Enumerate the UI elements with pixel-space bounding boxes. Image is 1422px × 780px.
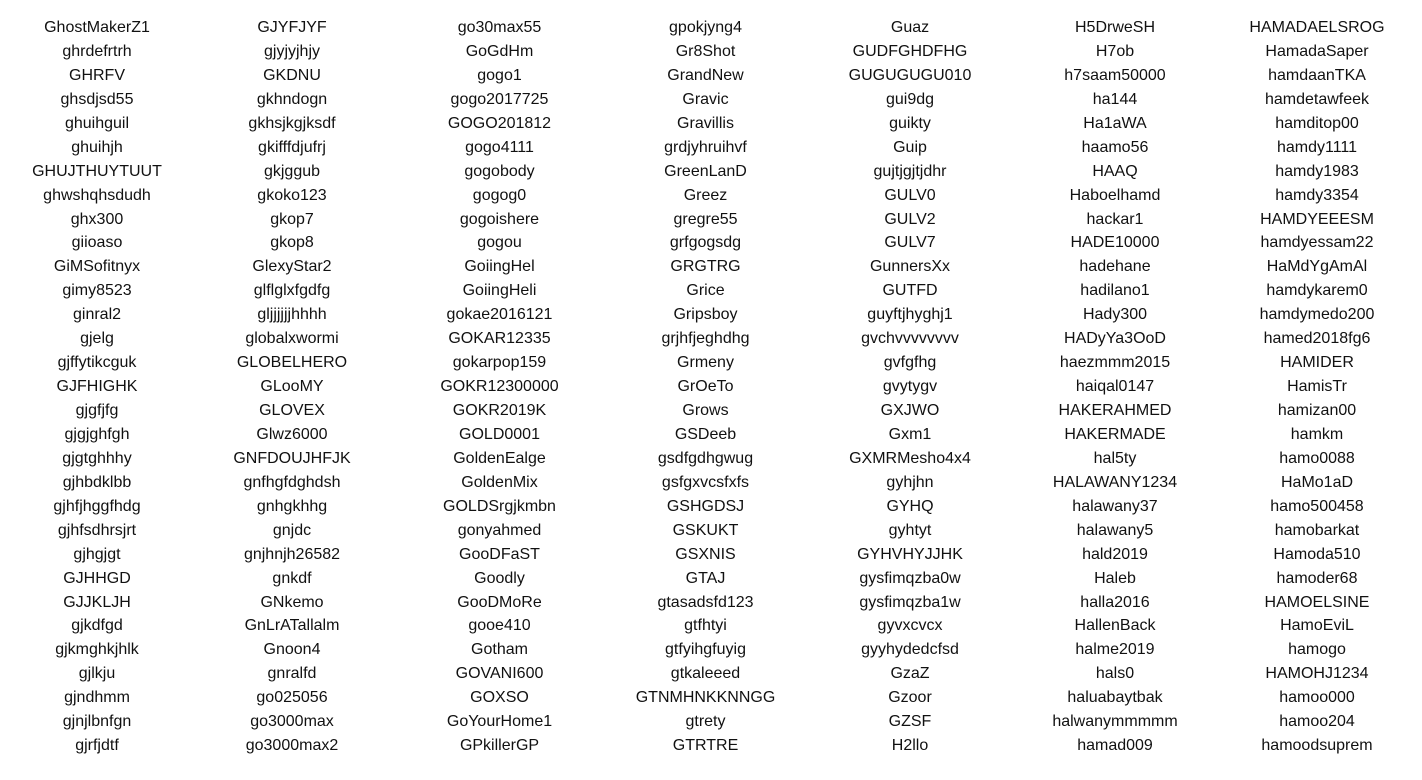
- table-cell: hamed2018fg6: [1263, 330, 1371, 348]
- table-cell: ginral2: [72, 306, 122, 324]
- table-cell: gtrety: [685, 713, 726, 731]
- table-cell: gujtjgjtjdhr: [873, 162, 947, 180]
- table-cell: HaMdYgAmAl: [1266, 258, 1368, 276]
- table-cell: Haboelhamd: [1069, 186, 1161, 204]
- table-cell: GULV7: [884, 234, 936, 252]
- table-cell: gkhndogn: [256, 90, 328, 108]
- table-cell: GoiingHeli: [462, 282, 537, 300]
- table-cell: Grmeny: [677, 354, 734, 372]
- table-cell: GooDMoRe: [457, 593, 542, 611]
- table-cell: Gxm1: [888, 425, 932, 443]
- table-cell: hamditop00: [1275, 114, 1359, 132]
- table-cell: Goodly: [474, 569, 525, 587]
- table-cell: GoldenMix: [461, 473, 538, 491]
- table-cell: gjffytikcguk: [57, 354, 137, 372]
- table-cell: GLOBELHERO: [236, 354, 348, 372]
- table-cell: gjhfsdhrsjrt: [57, 521, 137, 539]
- table-cell: GOKAR12335: [448, 330, 551, 348]
- table-cell: haiqal0147: [1075, 378, 1155, 396]
- table-cell: haluabaytbak: [1067, 689, 1163, 707]
- table-cell: hadehane: [1079, 258, 1151, 276]
- table-cell: HAMDYEEESM: [1260, 210, 1374, 228]
- table-cell: gjgtghhhy: [62, 449, 132, 467]
- table-cell: GOGO201812: [447, 114, 552, 132]
- table-cell: GOVANI600: [455, 665, 544, 683]
- table-cell: hals0: [1095, 665, 1135, 683]
- table-cell: gjhfjhggfhdg: [53, 497, 141, 515]
- table-cell: HAKERAHMED: [1058, 402, 1172, 419]
- table-cell: gkifffdjufrj: [258, 138, 326, 156]
- table-cell: Gripsboy: [673, 306, 738, 324]
- table-cell: gyyhydedcfsd: [861, 641, 959, 659]
- table-cell: hamdy1983: [1275, 162, 1359, 180]
- table-cell: GlexyStar2: [252, 258, 332, 276]
- table-cell: GzaZ: [890, 665, 930, 683]
- column-5: [804, 16, 1016, 758]
- table-cell: GSXNIS: [675, 545, 736, 563]
- table-cell: Hamoda510: [1273, 545, 1361, 563]
- table-cell: HamadaSaper: [1265, 42, 1369, 60]
- table-cell: gogo2017725: [450, 90, 549, 108]
- table-cell: GoYourHome1: [446, 713, 553, 731]
- table-cell: hamoo204: [1279, 713, 1355, 731]
- table-cell: halme2019: [1075, 641, 1155, 659]
- table-cell: HAMIDER: [1280, 354, 1354, 372]
- table-cell: GLooMY: [260, 378, 324, 396]
- table-cell: gyhjhn: [886, 473, 934, 491]
- table-cell: hamizan00: [1277, 402, 1357, 419]
- table-cell: GRGTRG: [670, 258, 741, 276]
- column-6: [1016, 16, 1214, 758]
- table-cell: hamoder68: [1276, 569, 1358, 587]
- table-cell: gooe410: [468, 617, 531, 635]
- table-cell: gui9dg: [885, 90, 935, 108]
- table-cell: HallenBack: [1074, 617, 1156, 635]
- table-cell: Grice: [686, 282, 725, 300]
- table-cell: gyhtyt: [888, 521, 932, 539]
- table-cell: gjkdfgd: [71, 617, 123, 635]
- table-cell: hamogo: [1288, 641, 1346, 659]
- table-cell: Guaz: [890, 19, 930, 36]
- table-cell: gkjggub: [263, 162, 321, 180]
- table-cell: hamkm: [1290, 425, 1344, 443]
- table-cell: GNkemo: [260, 593, 324, 611]
- table-cell: GreenLanD: [664, 162, 747, 180]
- table-cell: globalxwormi: [245, 330, 339, 348]
- table-cell: hamdy1111: [1276, 138, 1358, 156]
- table-cell: gjelg: [80, 330, 114, 348]
- table-cell: Greez: [683, 186, 728, 204]
- table-cell: Gr8Shot: [675, 42, 736, 60]
- table-cell: gogou: [477, 234, 522, 252]
- table-cell: ghwshqhsdudh: [43, 186, 151, 204]
- table-cell: HADE10000: [1070, 234, 1160, 252]
- table-cell: gkhsjkgjksdf: [248, 114, 336, 132]
- table-cell: GPkillerGP: [459, 737, 540, 755]
- table-cell: ghx300: [70, 210, 124, 228]
- table-cell: go3000max2: [245, 737, 339, 755]
- table-cell: guikty: [889, 114, 931, 132]
- table-cell: go025056: [256, 689, 328, 707]
- table-cell: GSDeeb: [674, 425, 737, 443]
- table-cell: GoiingHel: [464, 258, 535, 276]
- table-cell: hamdyessam22: [1260, 234, 1374, 252]
- table-cell: GooDFaST: [459, 545, 540, 563]
- table-cell: GSHGDSJ: [666, 497, 745, 515]
- table-cell: HAMADAELSROG: [1249, 19, 1385, 36]
- table-cell: Grows: [682, 402, 729, 419]
- table-cell: gljjjjjjhhhh: [257, 306, 327, 324]
- table-cell: HADyYa3OoD: [1064, 330, 1166, 348]
- table-cell: gonyahmed: [457, 521, 542, 539]
- table-cell: Gnoon4: [263, 641, 321, 659]
- table-cell: gvytygv: [882, 378, 938, 396]
- table-cell: hamad009: [1077, 737, 1153, 755]
- table-cell: GrOeTo: [677, 378, 734, 396]
- table-cell: gjkmghkjhlk: [55, 641, 139, 659]
- table-cell: gjhbdklbb: [62, 473, 132, 491]
- table-cell: gjhgjgt: [73, 545, 121, 563]
- table-cell: ghsdjsd55: [60, 90, 134, 108]
- table-cell: hamdaanTKA: [1268, 66, 1366, 84]
- table-cell: gokae2016121: [446, 306, 553, 324]
- table-cell: hamdetawfeek: [1264, 90, 1370, 108]
- column-2: [192, 16, 392, 758]
- table-cell: GYHVHYJJHK: [857, 545, 963, 563]
- table-cell: GJYFJYF: [257, 19, 327, 36]
- table-cell: GOLD0001: [459, 425, 540, 443]
- table-cell: ghuihjh: [71, 138, 123, 156]
- table-cell: gpokjyng4: [669, 19, 742, 36]
- table-cell: gogoishere: [459, 210, 540, 228]
- table-cell: hamo500458: [1270, 497, 1364, 515]
- table-cell: GKDNU: [263, 66, 321, 84]
- table-cell: gjgjghfgh: [64, 425, 130, 443]
- table-cell: guyftjhyghj1: [867, 306, 953, 324]
- table-cell: gnhgkhhg: [256, 497, 328, 515]
- table-cell: ghuihguil: [64, 114, 130, 132]
- table-cell: gimy8523: [62, 282, 132, 300]
- table-cell: Haleb: [1094, 569, 1136, 587]
- table-cell: HamoEviL: [1280, 617, 1354, 635]
- table-cell: gjlkju: [78, 665, 116, 683]
- table-cell: Ha1aWA: [1083, 114, 1147, 132]
- table-cell: gnjdc: [272, 521, 312, 539]
- table-cell: GNFDOUJHFJK: [233, 449, 351, 467]
- table-cell: GHRFV: [69, 66, 125, 84]
- table-cell: gkop8: [270, 234, 314, 252]
- table-cell: gjyjyjhjy: [263, 42, 320, 60]
- table-cell: hamobarkat: [1274, 521, 1360, 539]
- table-cell: Hady300: [1082, 306, 1148, 324]
- table-cell: gysfimqzba0w: [859, 569, 961, 587]
- column-4: [607, 16, 804, 758]
- table-cell: ghrdefrtrh: [62, 42, 132, 60]
- table-cell: gsdfgdhgwug: [657, 449, 754, 467]
- table-cell: GOKR2019K: [452, 402, 547, 419]
- table-cell: gtfyihgfuyig: [665, 641, 746, 659]
- table-cell: HAAQ: [1092, 162, 1138, 180]
- table-cell: GULV0: [884, 186, 936, 204]
- table-cell: HaMo1aD: [1280, 473, 1354, 491]
- table-cell: H5DrweSH: [1074, 19, 1155, 36]
- table-cell: GJHHGD: [63, 569, 131, 587]
- table-cell: GLOVEX: [259, 402, 325, 419]
- table-cell: haezmmm2015: [1059, 354, 1171, 372]
- table-cell: Gravillis: [677, 114, 734, 132]
- table-cell: gysfimqzba1w: [859, 593, 961, 611]
- table-cell: gjrfjdtf: [75, 737, 119, 755]
- table-cell: gsfgxvcsfxfs: [661, 473, 750, 491]
- table-cell: GoldenEalge: [453, 449, 546, 467]
- table-cell: hamdymedo200: [1259, 306, 1375, 324]
- table-cell: glflglxfgdfg: [253, 282, 331, 300]
- table-cell: gtasadsfd123: [657, 593, 754, 611]
- table-cell: Guip: [893, 138, 927, 156]
- table-cell: Gravic: [682, 90, 729, 108]
- column-7: [1214, 16, 1420, 758]
- table-cell: gokarpop159: [452, 354, 547, 372]
- table-cell: go30max55: [457, 19, 542, 36]
- table-cell: H7ob: [1095, 42, 1135, 60]
- table-cell: GTRTRE: [672, 737, 739, 755]
- table-cell: gtkaleeed: [670, 665, 741, 683]
- table-cell: HAKERMADE: [1064, 425, 1166, 443]
- table-cell: GunnersXx: [869, 258, 951, 276]
- table-cell: GTNMHNKKNNGG: [635, 689, 776, 707]
- table-cell: GTAJ: [685, 569, 726, 587]
- table-cell: gyvxcvcx: [877, 617, 943, 635]
- table-cell: GiMSofitnyx: [53, 258, 141, 276]
- table-cell: gogobody: [464, 162, 535, 180]
- column-3: [392, 16, 607, 758]
- table-cell: go3000max: [250, 713, 334, 731]
- table-cell: gnralfd: [267, 665, 317, 683]
- table-cell: Gzoor: [888, 689, 932, 707]
- table-cell: gkop7: [270, 210, 314, 228]
- table-cell: GULV2: [884, 210, 936, 228]
- table-cell: GJJKLJH: [63, 593, 131, 611]
- table-cell: halwanymmmmm: [1052, 713, 1178, 731]
- table-cell: GUGUGUGU010: [848, 66, 972, 84]
- table-cell: HALAWANY1234: [1052, 473, 1178, 491]
- table-cell: GhostMakerZ1: [44, 19, 150, 36]
- table-cell: halawany5: [1076, 521, 1154, 539]
- table-cell: giioaso: [71, 234, 123, 252]
- table-cell: Glwz6000: [256, 425, 328, 443]
- table-cell: ha144: [1092, 90, 1138, 108]
- table-cell: hamdy3354: [1275, 186, 1359, 204]
- table-cell: hamdykarem0: [1266, 282, 1368, 300]
- table-cell: gnkdf: [272, 569, 312, 587]
- table-cell: GOLDSrgjkmbn: [443, 497, 556, 515]
- table-cell: gogo4111: [465, 138, 534, 156]
- table-cell: hamo0088: [1279, 449, 1355, 467]
- table-cell: gjndhmm: [64, 689, 130, 707]
- table-cell: GrandNew: [667, 66, 744, 84]
- table-cell: gjnjlbnfgn: [62, 713, 132, 731]
- table-cell: hal5ty: [1093, 449, 1137, 467]
- table-cell: halla2016: [1080, 593, 1150, 611]
- table-cell: GOKR12300000: [440, 378, 559, 396]
- table-cell: GXMRMesho4x4: [849, 449, 971, 467]
- table-cell: gnjhnjh26582: [243, 545, 341, 563]
- table-cell: GXJWO: [880, 402, 940, 419]
- table-cell: hamoodsuprem: [1261, 737, 1373, 755]
- table-cell: Gotham: [471, 641, 528, 659]
- table-cell: GUDFGHDFHG: [852, 42, 968, 60]
- table-cell: GSKUKT: [672, 521, 739, 539]
- table-cell: GJFHIGHK: [56, 378, 138, 396]
- table-cell: HAMOHJ1234: [1265, 665, 1369, 683]
- table-cell: grjhfjeghdhg: [661, 330, 750, 348]
- table-cell: gjgfjfg: [75, 402, 119, 419]
- table-cell: gvchvvvvvvvv: [861, 330, 959, 348]
- table-cell: GHUJTHUYTUUT: [32, 162, 162, 180]
- table-cell: HAMOELSINE: [1264, 593, 1370, 611]
- table-cell: grfgogsdg: [669, 234, 742, 252]
- table-cell: gogo1: [477, 66, 522, 84]
- table-cell: GYHQ: [886, 497, 934, 515]
- table-cell: GZSF: [888, 713, 932, 731]
- table-cell: grdjyhruihvf: [664, 138, 747, 156]
- username-table: [2, 16, 1420, 758]
- table-cell: hadilano1: [1080, 282, 1150, 300]
- table-cell: haamo56: [1081, 138, 1149, 156]
- table-cell: gregre55: [673, 210, 738, 228]
- table-cell: GUTFD: [882, 282, 938, 300]
- table-cell: hamoo000: [1279, 689, 1355, 707]
- table-cell: gkoko123: [257, 186, 327, 204]
- table-cell: HamisTr: [1287, 378, 1347, 396]
- table-cell: gtfhtyi: [684, 617, 727, 635]
- table-cell: GnLrATallalm: [244, 617, 340, 635]
- table-cell: hald2019: [1082, 545, 1148, 563]
- table-cell: gnfhgfdghdsh: [243, 473, 341, 491]
- table-cell: h7saam50000: [1064, 66, 1166, 84]
- table-cell: GoGdHm: [465, 42, 534, 60]
- table-cell: halawany37: [1072, 497, 1158, 515]
- table-cell: gogog0: [472, 186, 527, 204]
- column-1: [2, 16, 192, 758]
- table-cell: gvfgfhg: [883, 354, 937, 372]
- table-cell: GOXSO: [470, 689, 529, 707]
- table-cell: H2llo: [891, 737, 929, 755]
- table-cell: hackar1: [1086, 210, 1144, 228]
